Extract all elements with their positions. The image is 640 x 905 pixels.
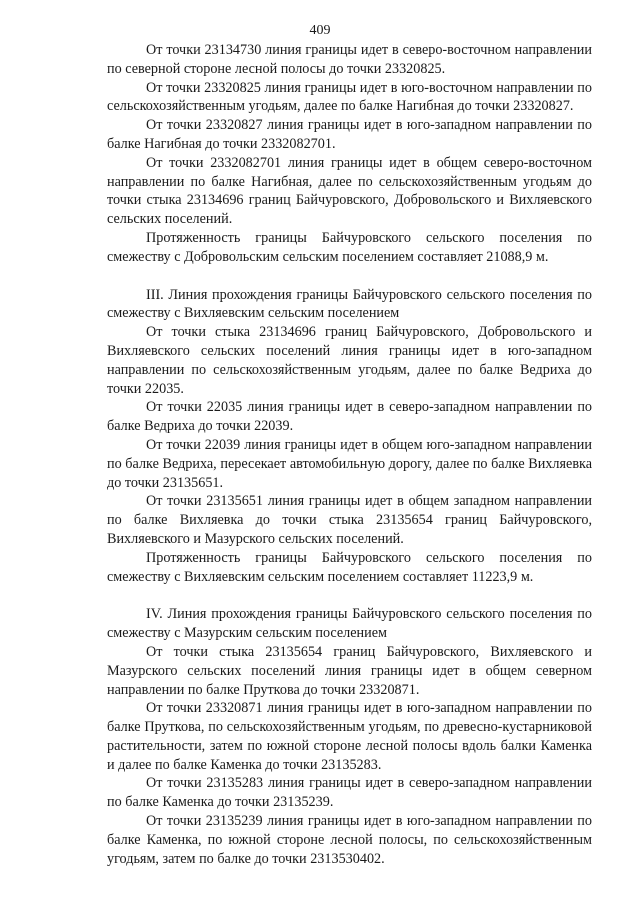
paragraph-8: От точки 22039 линия границы идет в общем юго-западном направлении по балке Ведриха, пересекает автомобильную дорогу, далее по балке Вихляевка до точки 23135651. <box>107 436 592 491</box>
paragraph-1: От точки 23134730 линия границы идет в северо-восточном направлении по северной стороне лесной полосы до точки 23320825. <box>107 42 592 77</box>
page-number: 409 <box>309 23 331 38</box>
paragraph-13: От точки 23135283 линия границы идет в северо-западном направлении по балке Каменка до точки 23135239. <box>107 775 592 811</box>
section-heading-3: III. Линия прохождения границы Байчуровского сельского поселения по смежеству с Вихляевским сельским поселением <box>107 286 592 322</box>
document-body <box>107 41 592 868</box>
paragraph-6: От точки стыка 23134696 границ Байчуровского, Добровольского и Вихляевского сельских поселений линия границы идет в юго-западном направлении по сельскохозяйственным угодьям, далее по балке Ведриха до точки 22035. <box>107 324 592 397</box>
paragraph-11: От точки стыка 23135654 границ Байчуровского, Вихляевского и Мазурского сельских поселений линия границы идет в общем северном направлении по балке Пруткова до точки 23320871. <box>107 643 592 698</box>
paragraph-2: От точки 23320825 линия границы идет в юго-восточном направлении по сельскохозяйственным угодьям, далее по балке Нагибная до точки 23320827. <box>107 79 592 115</box>
paragraph-12: От точки 23320871 линия границы идет в юго-западном направлении по балке Пруткова, по сельскохозяйственным угодьям, по древесно-кустарниковой растительности, затем по южной стороне лесной полосы вдоль балки Каменка и далее по балке Каменка до точки 23135283. <box>107 700 592 773</box>
paragraph-7: От точки 22035 линия границы идет в северо-западном направлении по балке Ведриха до точки 22039. <box>107 399 592 435</box>
paragraph-10: Протяженность границы Байчуровского сельского поселения по смежеству с Вихляевским сельским поселением составляет 11223,9 м. <box>107 549 592 585</box>
paragraph-9: От точки 23135651 линия границы идет в общем западном направлении по балке Вихляевка до точки стыка 23135654 границ Байчуровского, Вихляевского и Мазурского сельских поселений. <box>107 493 592 547</box>
paragraph-3: От точки 23320827 линия границы идет в юго-западном направлении по балке Нагибная до точки 2332082701. <box>107 117 592 152</box>
paragraph-5: Протяженность границы Байчуровского сельского поселения по смежеству с Добровольским сельским поселением составляет 21088,9 м. <box>107 229 592 265</box>
paragraph-14: От точки 23135239 линия границы идет в юго-западном направлении по балке Каменка, по южной стороне лесной полосы, по сельскохозяйственным угодьям, затем по балке до точки 2313530402. <box>107 813 592 867</box>
section-heading-4: IV. Линия прохождения границы Байчуровского сельского поселения по смежеству с Мазурским сельским поселением <box>107 606 592 642</box>
paragraph-4: От точки 2332082701 линия границы идет в общем северо-восточном направлении по балке Нагибная, далее по сельскохозяйственным угодьям до точки стыка 23134696 границ Байчуровского, Добровольского и Вихляевского сельских поселений. <box>107 154 592 228</box>
